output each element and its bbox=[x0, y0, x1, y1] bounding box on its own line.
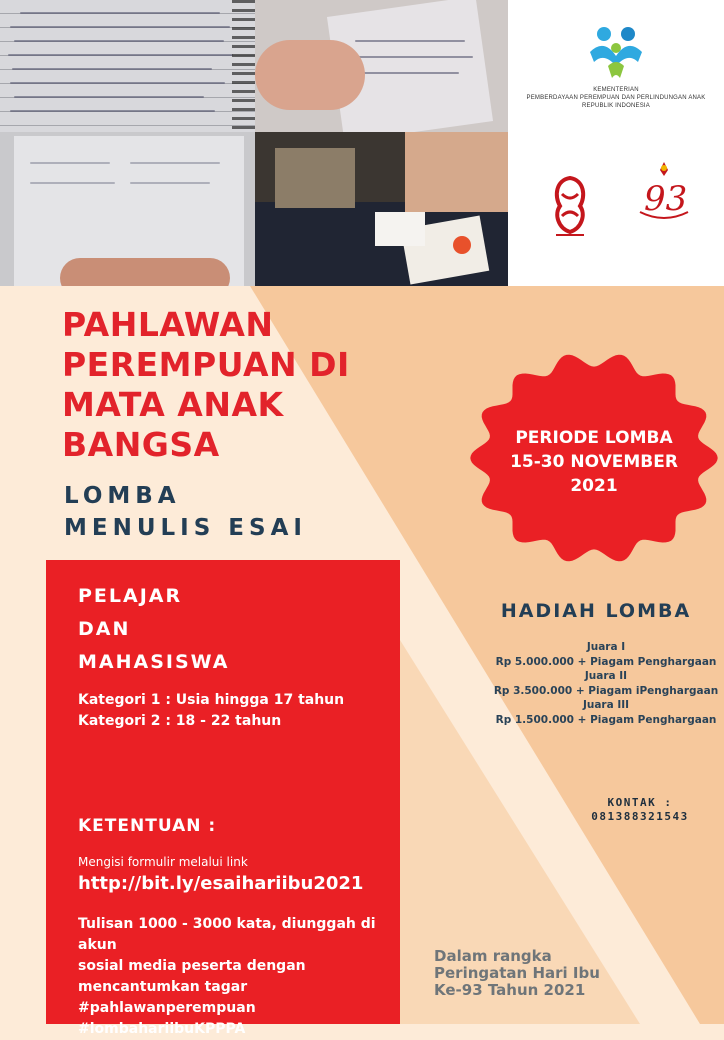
subhead bbox=[64, 480, 424, 544]
prizes-title: HADIAH LOMBA bbox=[500, 600, 692, 622]
category-1: Kategori 1 : Usia hingga 17 tahun bbox=[78, 692, 345, 708]
headline-line-4: BANGSA bbox=[62, 425, 220, 464]
contact-phone[interactable]: 081388321543 bbox=[591, 810, 689, 823]
rules-line-3: mencantumkan tagar bbox=[78, 979, 248, 995]
rules-title: KETENTUAN : bbox=[78, 816, 217, 836]
category-2: Kategori 2 : 18 - 22 tahun bbox=[78, 713, 282, 729]
period-label: PERIODE LOMBA bbox=[515, 428, 673, 448]
headline bbox=[62, 305, 422, 465]
audience-line-3: MAHASISWA bbox=[78, 651, 230, 673]
period-year: 2021 bbox=[570, 476, 618, 496]
subhead-line-1: LOMBA bbox=[64, 483, 181, 509]
audience bbox=[78, 580, 229, 679]
ministry-line-1: KEMENTERIAN bbox=[593, 87, 639, 93]
audience-line-2: DAN bbox=[78, 618, 131, 640]
event-context bbox=[434, 948, 694, 999]
prize-reward-1: Rp 5.000.000 + Piagam Penghargaan bbox=[495, 655, 717, 668]
headline-line-2: PEREMPUAN DI bbox=[62, 345, 350, 384]
context-line-3: Ke-93 Tahun 2021 bbox=[434, 981, 586, 999]
kemenpppa-family-logo-icon bbox=[586, 22, 646, 82]
hari-ibu-93-logo-icon bbox=[634, 158, 694, 228]
photo-handwritten-pages bbox=[0, 132, 255, 286]
headline-line-3: MATA ANAK bbox=[62, 385, 284, 424]
ministry-line-2: PEMBERDAYAAN PEREMPUAN DAN PERLINDUNGAN ANAK bbox=[526, 95, 706, 101]
period-text bbox=[486, 426, 702, 498]
context-line-2: Peringatan Hari Ibu bbox=[434, 964, 600, 982]
headline-line-1: PAHLAWAN bbox=[62, 305, 274, 344]
ministry-line-3: REPUBLIK INDONESIA bbox=[582, 103, 650, 109]
prize-rank-3: Juara III bbox=[582, 699, 630, 711]
rules-line-2: sosial media peserta dengan bbox=[78, 958, 306, 974]
rules-line-1: Tulisan 1000 - 3000 kata, diunggah di akun bbox=[78, 916, 376, 953]
photo-hand-with-paper bbox=[255, 0, 508, 132]
audience-line-1: PELAJAR bbox=[78, 585, 183, 607]
contact-label: KONTAK : bbox=[607, 796, 673, 809]
rules-text bbox=[78, 914, 398, 1040]
prize-rank-1: Juara I bbox=[586, 641, 626, 653]
prize-reward-2: Rp 3.500.000 + Piagam iPenghargaan bbox=[493, 684, 719, 697]
contact bbox=[560, 796, 720, 824]
subhead-line-2: MENULIS ESAI bbox=[64, 515, 307, 541]
context-line-1: Dalam rangka bbox=[434, 947, 552, 965]
photo-notebook-handwriting bbox=[0, 0, 255, 132]
prize-reward-3: Rp 1.500.000 + Piagam Penghargaan bbox=[495, 713, 717, 726]
registration-link[interactable]: http://bit.ly/esaihariibu2021 bbox=[78, 873, 364, 894]
hashtag-1: #pahlawanperempuan bbox=[78, 1000, 256, 1016]
photo-desk-writing bbox=[255, 132, 508, 286]
prize-rank-2: Juara II bbox=[584, 670, 628, 682]
hashtag-2: #lombahariibuKPPPA bbox=[78, 1021, 246, 1037]
ministry-name bbox=[516, 86, 716, 110]
svg-text:93: 93 bbox=[644, 179, 688, 219]
peringatan-hari-ibu-logo-icon bbox=[548, 174, 592, 240]
prizes-list bbox=[486, 640, 724, 727]
form-instruction: Mengisi formulir melalui link bbox=[78, 855, 248, 869]
period-dates: 15-30 NOVEMBER bbox=[510, 452, 678, 472]
